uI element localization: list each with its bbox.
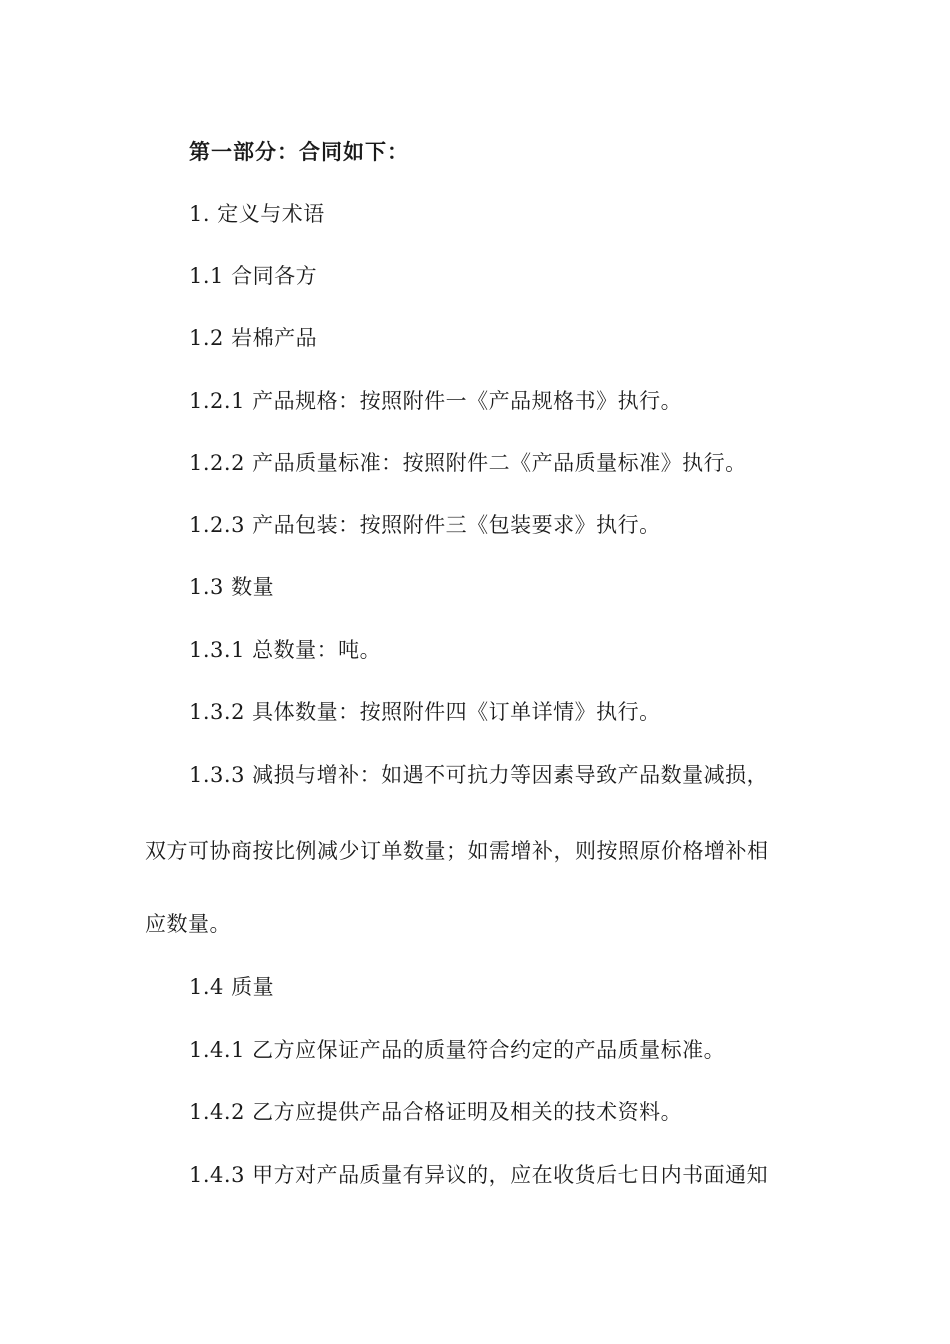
clause-1-2: 1.2 岩棉产品	[189, 326, 318, 350]
section-heading: 第一部分：合同如下：	[189, 140, 409, 164]
clause-1-4: 1.4 质量	[189, 975, 275, 999]
clause-1-3: 1.3 数量	[189, 575, 275, 599]
clause-1-2-1: 1.2.1 产品规格：按照附件一《产品规格书》执行。	[189, 389, 683, 413]
clause-1-3-3-line-3: 应数量。	[145, 912, 231, 936]
clause-1: 1. 定义与术语	[189, 202, 325, 226]
clause-1-3-3-line-1: 1.3.3 减损与增补：如遇不可抗力等因素导致产品数量减损，	[189, 763, 769, 787]
clause-1-4-1: 1.4.1 乙方应保证产品的质量符合约定的产品质量标准。	[189, 1038, 726, 1062]
clause-1-3-3-line-2: 双方可协商按比例减少订单数量；如需增补，则按照原价格增补相	[145, 839, 769, 863]
clause-1-1: 1.1 合同各方	[189, 264, 318, 288]
clause-1-2-3: 1.2.3 产品包装：按照附件三《包装要求》执行。	[189, 513, 661, 537]
clause-1-3-1: 1.3.1 总数量：吨。	[189, 638, 382, 662]
clause-1-4-3: 1.4.3 甲方对产品质量有异议的，应在收货后七日内书面通知	[189, 1163, 769, 1187]
clause-1-2-2: 1.2.2 产品质量标准：按照附件二《产品质量标准》执行。	[189, 451, 747, 475]
clause-1-4-2: 1.4.2 乙方应提供产品合格证明及相关的技术资料。	[189, 1100, 683, 1124]
clause-1-3-2: 1.3.2 具体数量：按照附件四《订单详情》执行。	[189, 700, 661, 724]
